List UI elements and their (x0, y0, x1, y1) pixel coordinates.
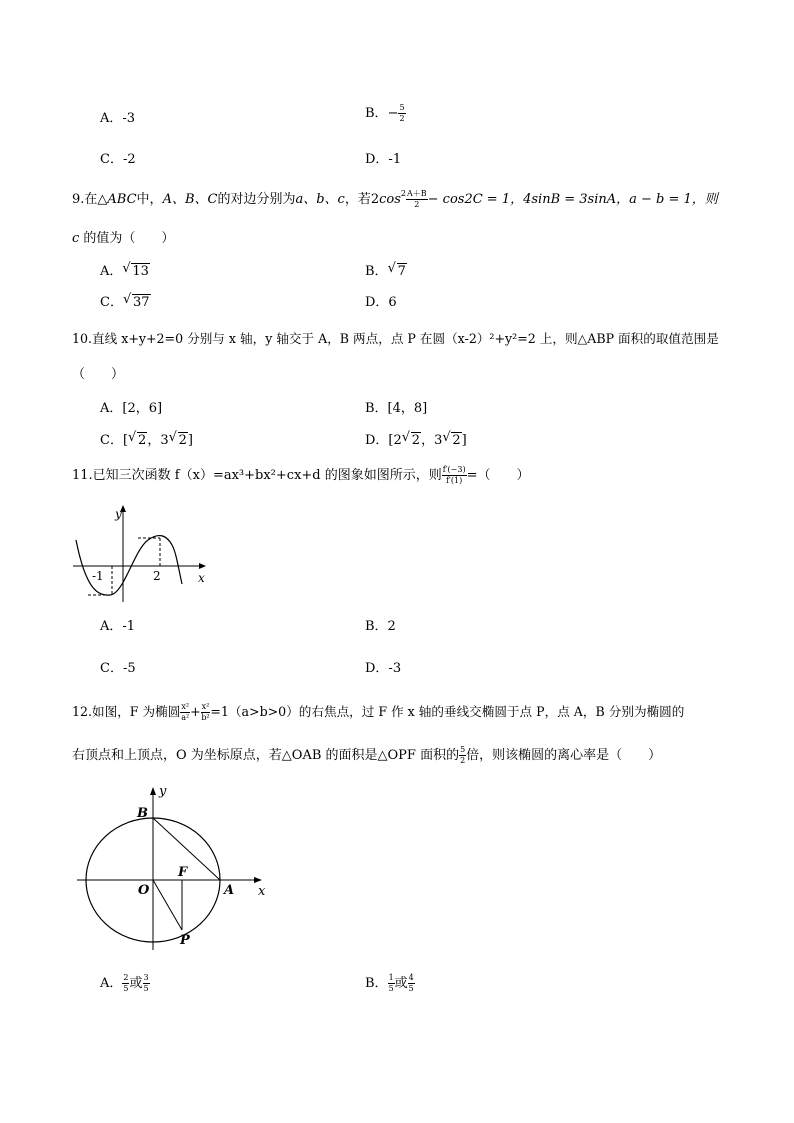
point-label-b: B (137, 806, 148, 821)
fraction (201, 703, 211, 722)
text: =1（a>b>0）的右焦点，过 F 作 x 轴的垂线交椭圆于点 P，点 A，B 分别为椭圆的 (210, 704, 685, 719)
option-label: C． (100, 295, 123, 310)
numerator: 4 (408, 973, 414, 982)
option-label: B． (365, 976, 388, 991)
tick-label-2: 2 (153, 569, 161, 583)
y-axis-label: y (159, 784, 167, 799)
text: 11.已知三次函数 f（x）=ax³+bx²+cx+d 的图象如图所示，则 (72, 468, 442, 483)
text: 右顶点和上顶点，O 为坐标原点，若△OAB 的面积是△OPF 面积的 (72, 748, 460, 763)
sides: a、b、c (295, 192, 345, 207)
q11-option-d: D．-3 (365, 661, 402, 676)
radicand: 37 (132, 295, 150, 310)
q10-paren: （ ） (72, 367, 125, 382)
ellipse-diagram (72, 782, 272, 952)
fraction (398, 104, 405, 123)
variable: c (72, 231, 80, 246)
denominator: 2 (414, 200, 420, 209)
denominator: 5 (388, 984, 394, 993)
q9-option-d: D．6 (365, 295, 397, 310)
text: =（ ） (466, 468, 530, 483)
triangle-name: ABC (107, 192, 137, 207)
numerator: A＋B (406, 189, 427, 198)
numerator: 2 (123, 973, 129, 982)
text: 倍，则该椭圆的离心率是（ ） (466, 748, 662, 763)
numerator: 5 (399, 103, 405, 112)
cos-text: cos (379, 192, 401, 207)
q9-option-b (365, 263, 407, 280)
q9-option-c (100, 294, 151, 311)
q12-option-a (100, 974, 150, 993)
q-number: 9. (72, 192, 85, 207)
option-label: A． (100, 976, 123, 991)
x-axis-label: x (198, 571, 205, 585)
sqrt (123, 294, 151, 311)
fraction (408, 974, 415, 993)
point-label-f: F (178, 865, 188, 880)
q11-option-a: A．-1 (100, 619, 136, 634)
text: ] (461, 433, 467, 448)
q12-option-b (365, 974, 415, 993)
q11-stem (72, 466, 529, 485)
point-label-a: A (224, 883, 235, 898)
q8-option-a: A．-3 (100, 111, 136, 126)
radicand: 2 (452, 433, 461, 448)
q10-stem-line1: 10.直线 x+y+2=0 分别与 x 轴，y 轴交于 A，B 两点，点 P 在圆（x-2）²+y²=2 上，则△ABP 面积的取值范围是 (72, 331, 719, 346)
text: ，3 (147, 433, 169, 448)
text: 12.如图，F 为椭圆 (72, 704, 181, 719)
denominator: b² (201, 713, 210, 722)
exponent: 2 (400, 189, 406, 198)
option-label: D．[2 (365, 433, 402, 448)
q12-stem-line2 (72, 746, 661, 765)
derivative-fraction (442, 466, 467, 485)
numerator: 5 (460, 745, 466, 754)
text: ，若2 (344, 192, 380, 207)
angles: A、B、C (162, 192, 218, 207)
segment-op (153, 880, 182, 930)
q11-option-b: B．2 (365, 619, 396, 634)
q10-option-d (365, 432, 467, 449)
fraction (388, 974, 395, 993)
denominator: f′(1) (446, 476, 463, 485)
x-axis-label: x (258, 884, 266, 899)
option-label: A． (100, 264, 123, 279)
sqrt (388, 263, 407, 280)
exponent-fraction (406, 190, 428, 209)
radicand: 2 (138, 433, 147, 448)
x-axis-arrow (254, 877, 262, 883)
q9-stem-line2 (72, 232, 174, 245)
y-axis-label: y (115, 507, 122, 521)
or-text: 或 (129, 976, 143, 991)
q10-option-a: A．[2，6] (100, 401, 163, 416)
q8-option-b (365, 104, 406, 123)
or-text: 或 (394, 976, 408, 991)
plus-sign: + (190, 704, 201, 719)
numerator: 3 (143, 973, 149, 982)
sqrt (122, 263, 150, 280)
sqrt (128, 432, 147, 449)
radicand: 2 (411, 433, 421, 448)
q10-option-c (100, 432, 193, 449)
denominator: 2 (399, 114, 405, 123)
denominator: 2 (460, 756, 466, 765)
fraction (143, 974, 150, 993)
cubic-curve (76, 536, 182, 596)
fraction (180, 703, 190, 722)
sqrt (402, 432, 421, 449)
text: 的对边分别为 (217, 192, 296, 207)
text: ] (187, 433, 193, 448)
numerator: 1 (388, 973, 394, 982)
q11-option-c: C．-5 (100, 661, 136, 676)
q10-option-b: B．[4，8] (365, 401, 428, 416)
text: 的值为（ ） (79, 231, 175, 246)
tick-label-neg1: -1 (92, 569, 104, 583)
y-axis-arrow (150, 787, 156, 795)
text: 在△ (84, 192, 108, 207)
minus-sign: − (387, 106, 399, 121)
point-label-o: O (138, 883, 150, 898)
denominator: 5 (143, 984, 149, 993)
q12-stem-line1 (72, 703, 684, 722)
cubic-function-graph (68, 500, 218, 605)
q9-stem-line1 (72, 189, 718, 212)
x-axis-arrow (199, 563, 206, 569)
option-label: C．[ (100, 433, 129, 448)
q8-option-d: D．-1 (365, 152, 402, 167)
equation-text: − cos2C = 1，4sinB = 3sinA，a − b = 1，则 (427, 192, 718, 207)
option-label: B． (365, 264, 388, 279)
point-label-p: P (180, 933, 190, 948)
text: 中， (136, 192, 163, 207)
sqrt (169, 432, 188, 449)
denominator: 5 (408, 984, 414, 993)
numerator: x² (181, 702, 190, 711)
numerator: x² (201, 702, 210, 711)
q9-option-a (100, 263, 150, 280)
q8-option-c: C．-2 (100, 152, 136, 167)
denominator: 5 (123, 984, 129, 993)
option-label: B． (365, 106, 388, 121)
sqrt (442, 432, 461, 449)
radicand: 7 (397, 264, 406, 279)
radicand: 13 (132, 264, 149, 279)
text: ，3 (421, 433, 443, 448)
denominator: a² (181, 713, 190, 722)
numerator: f′(−3) (442, 465, 466, 474)
radicand: 2 (178, 433, 187, 448)
